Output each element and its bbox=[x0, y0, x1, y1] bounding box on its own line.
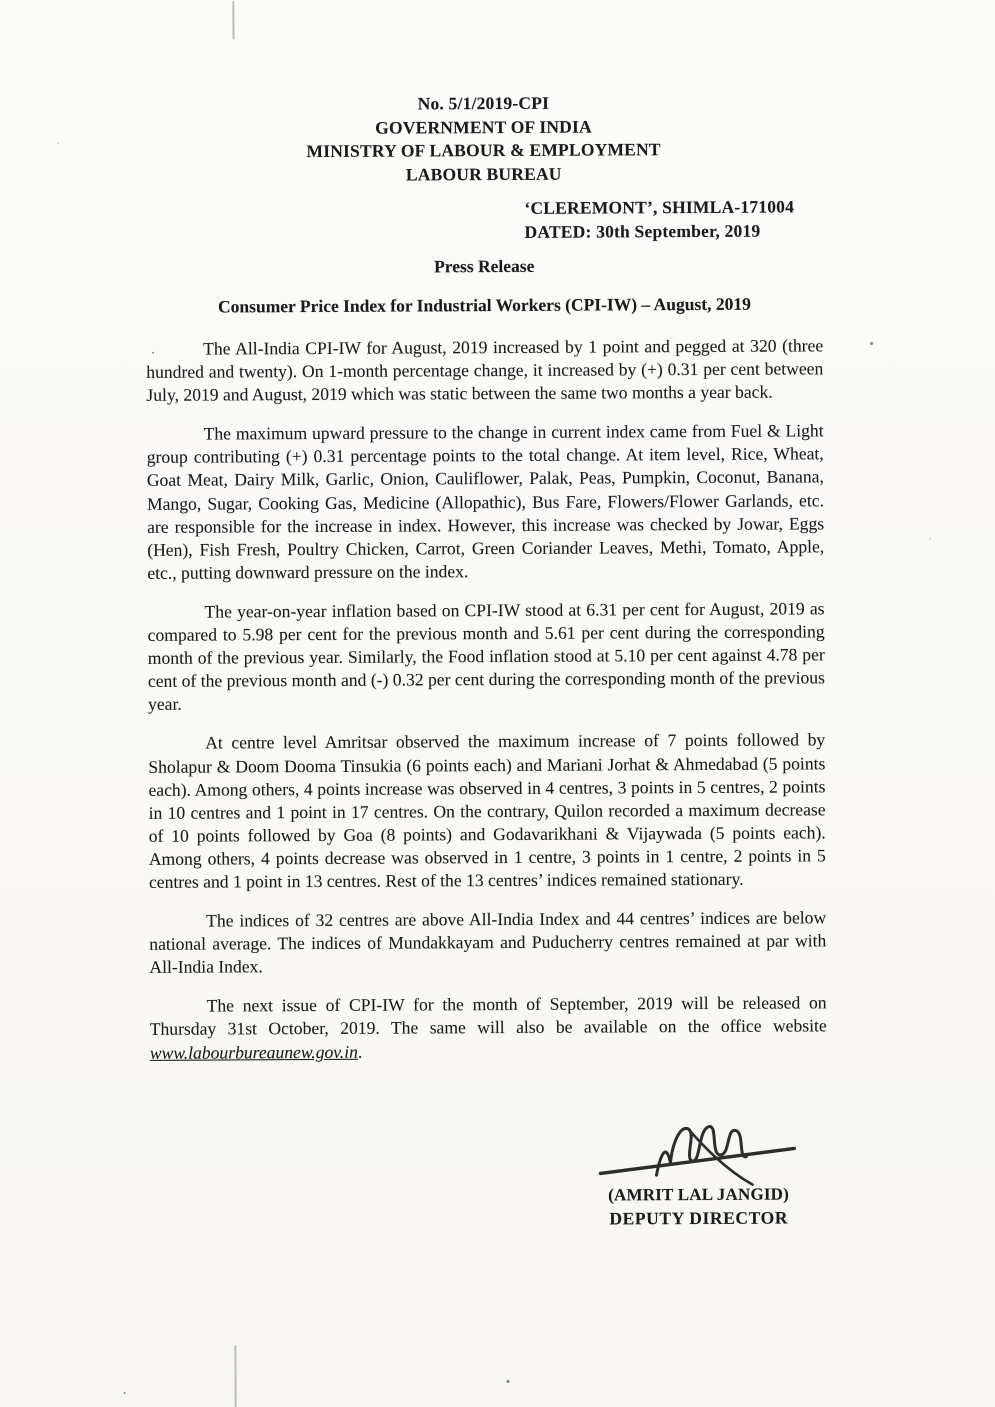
scan-speck bbox=[929, 538, 931, 540]
scan-speck bbox=[870, 342, 873, 345]
scan-speck bbox=[152, 352, 154, 354]
paragraph-closing bbox=[150, 992, 827, 1065]
paragraph-1: The All-India CPI-IW for August, 2019 increased by 1 point and pegged at 320 (three hundred and twenty). On 1-month percentage change, it increased by (+) 0.31 per cent between July, 2019 and August, 2019 which was static between the same two months a year back. bbox=[146, 335, 824, 406]
signatory-name: (AMRIT LAL JANGID) bbox=[608, 1184, 790, 1205]
document-title: Consumer Price Index for Industrial Workers (CPI-IW) – August, 2019 bbox=[217, 293, 751, 317]
org-bureau-line: LABOUR BUREAU bbox=[405, 163, 562, 184]
paragraph-4: At centre level Amritsar observed the maximum increase of 7 points followed by Sholapur & Doom Dooma Tinsukia (6 points each) and Mariani Jorhat & Ahmedabad (5 points each). Among others, 4 points increase was observed in 4 centres, 3 points in 5 centres, 2 points in 10 centres and 1 point in 17 centres. On the contrary, Quilon recorded a maximum decrease of 10 points followed by Goa (8 points) and Godavarikhani & Vijaywada (5 points each). Among others, 4 points decrease was observed in 1 centre, 3 points in 1 centre, 2 points in 5 centres and 1 point in 13 centres. Rest of the 13 centres’ indices remained stationary. bbox=[148, 729, 826, 892]
office-address: ‘CLEREMONT’, SHIMLA-171004 bbox=[524, 196, 795, 218]
letterhead bbox=[145, 90, 822, 188]
scan-fold-line-top bbox=[232, 1, 234, 39]
scan-speck bbox=[507, 1380, 510, 1383]
signature bbox=[592, 1114, 802, 1197]
scan-fold-line-bottom bbox=[234, 1345, 236, 1407]
document-body bbox=[146, 334, 827, 1080]
press-release-heading: Press Release bbox=[434, 255, 535, 277]
document-date: DATED: 30th September, 2019 bbox=[524, 220, 761, 242]
closing-period: . bbox=[357, 1041, 363, 1062]
scan-speck bbox=[57, 142, 59, 144]
scan-speck bbox=[124, 1392, 126, 1394]
paragraph-3: The year-on-year inflation based on CPI-IW stood at 6.31 per cent for August, 2019 as compared to 5.98 per cent for the previous month and 5.61 per cent during the corresponding month of the previous year. Similarly, the Food inflation stood at 5.10 per cent against 4.78 per cent of the previous month and (-) 0.32 per cent during the corresponding month of the previous year. bbox=[147, 598, 825, 715]
paragraph-2: The maximum upward pressure to the change in current index came from Fuel & Light group contributing (+) 0.31 percentage points to the total change. At item level, Rice, Wheat, Goat Meat, Dairy Milk, Garlic, Onion, Cauliflower, Palak, Peas, Pumpkin, Coconut, Banana, Mango, Sugar, Cooking Gas, Medicine (Allopathic), Bus Fare, Flowers/Flower Garlands, etc. are responsible for the increase in index. However, this increase was checked by Jowar, Eggs (Hen), Fish Fresh, Poultry Chicken, Carrot, Green Coriander Leaves, Methi, Tomato, Apple, etc., putting downward pressure on the index. bbox=[146, 420, 825, 583]
letterhead-right bbox=[524, 195, 824, 244]
org-ministry-line: MINISTRY OF LABOUR & EMPLOYMENT bbox=[306, 139, 661, 161]
website-link[interactable]: www.labourbureaunew.gov.in bbox=[149, 1041, 358, 1063]
signatory-designation: DEPUTY DIRECTOR bbox=[609, 1207, 789, 1229]
paragraph-5: The indices of 32 centres are above All-India Index and 44 centres’ indices are below national average. The indices of Mundakkayam and Puducherry centres remained at par with All-India Index. bbox=[149, 907, 827, 978]
org-government-line: GOVERNMENT OF INDIA bbox=[375, 115, 592, 138]
closing-text: The next issue of CPI-IW for the month of September, 2019 will be released on Thursday 31st October, 2019. The same will also be available on the office website bbox=[149, 992, 827, 1040]
reference-number: No. 5/1/2019-CPI bbox=[417, 92, 550, 114]
